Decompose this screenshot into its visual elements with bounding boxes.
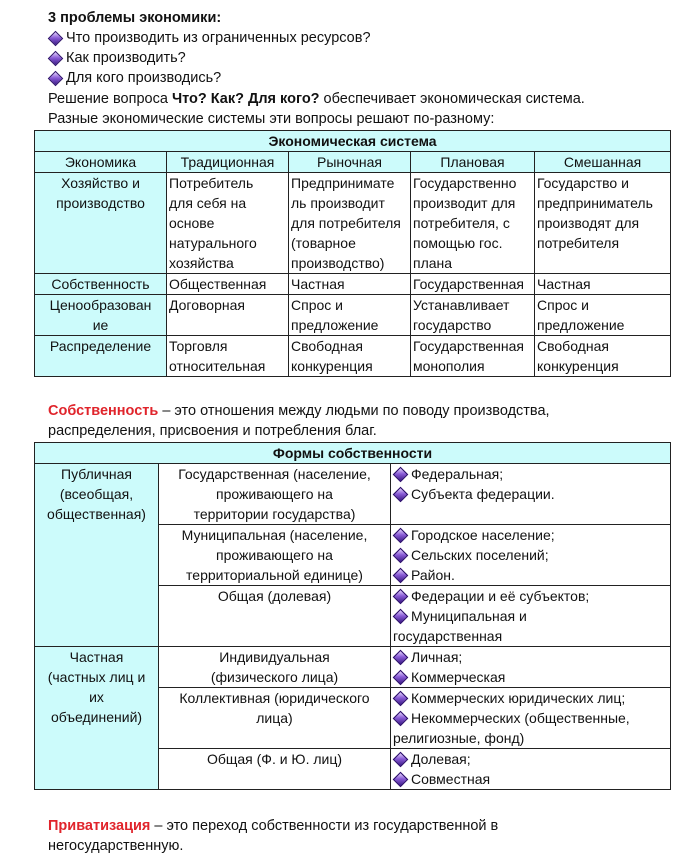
group-label-public: Публичная (всеобщая, общественная) — [35, 464, 159, 647]
econ-table-title: Экономическая система — [35, 131, 671, 152]
diamond-bullet-icon — [393, 650, 409, 666]
property-term: Собственность — [48, 403, 159, 419]
list-item: Район. — [393, 565, 668, 585]
property-definition — [48, 401, 550, 421]
list-item: Городское население; — [393, 525, 668, 545]
diamond-bullet-icon — [48, 70, 64, 86]
ownership-items — [391, 464, 671, 525]
table-row — [35, 647, 671, 688]
ownership-items — [391, 525, 671, 586]
question-item — [48, 68, 221, 88]
ownership-type: Индивидуальная (физического лица) — [159, 647, 391, 688]
ownership-items — [391, 688, 671, 749]
table-row — [35, 464, 671, 525]
diamond-bullet-icon — [393, 711, 409, 727]
row-label: Хозяйство и производство — [35, 173, 167, 274]
table-cell: Торговля относительная — [167, 336, 289, 377]
group-label-private: Частная (частных лиц и их объединений) — [35, 647, 159, 790]
list-item: Федерации и её субъектов; — [393, 586, 668, 606]
table-cell: Потребитель для себя на основе натурального хозяйства — [167, 173, 289, 274]
table-row — [35, 173, 671, 274]
diamond-bullet-icon — [393, 467, 409, 483]
privatization-definition — [48, 816, 498, 836]
header-cell: Экономика — [35, 152, 167, 173]
ownership-forms-table — [34, 442, 671, 790]
list-item: Сельских поселений; — [393, 545, 668, 565]
row-label: Распределение — [35, 336, 167, 377]
question-text: Для кого производись? — [66, 70, 222, 86]
diamond-bullet-icon — [393, 609, 409, 625]
ownership-type: Государственная (население, проживающего на территории государства) — [159, 464, 391, 525]
table-cell: Спрос и предложение — [289, 295, 411, 336]
ownership-items — [391, 586, 671, 647]
table-cell: Государство и предприниматель производят для потребителя — [535, 173, 671, 274]
table-cell: Государственная монополия — [411, 336, 535, 377]
row-label: Собственность — [35, 274, 167, 295]
econ-system-table — [34, 130, 671, 377]
table-cell: Государственная — [411, 274, 535, 295]
table-row — [35, 295, 671, 336]
table-cell: Свободная конкуренция — [289, 336, 411, 377]
list-item: Совместная — [393, 769, 668, 789]
table-cell: Государственно производит для потребителя, с помощью гос. плана — [411, 173, 535, 274]
diamond-bullet-icon — [393, 548, 409, 564]
table-row — [35, 336, 671, 377]
header-cell: Традиционная — [167, 152, 289, 173]
question-item — [48, 28, 371, 48]
diamond-bullet-icon — [393, 487, 409, 503]
solution-pre: Решение вопроса — [48, 91, 172, 107]
privatization-term: Приватизация — [48, 818, 151, 834]
table-cell: Предпринимате ль производит для потребителя (товарное производство) — [289, 173, 411, 274]
section-title: 3 проблемы экономики: — [48, 10, 222, 26]
list-item: Личная; — [393, 647, 668, 667]
row-label: Ценообразован ие — [35, 295, 167, 336]
ownership-type: Коллективная (юридического лица) — [159, 688, 391, 749]
diamond-bullet-icon — [393, 568, 409, 584]
property-def-line2: распределения, присвоения и потребления благ. — [48, 423, 377, 439]
forms-table-title: Формы собственности — [35, 443, 671, 464]
list-item: Федеральная; — [393, 464, 668, 484]
ownership-type: Муниципальная (население, проживающего на территориальной единице) — [159, 525, 391, 586]
header-cell: Плановая — [411, 152, 535, 173]
list-item: Некоммерческих (общественные, — [393, 708, 668, 728]
diamond-bullet-icon — [48, 50, 64, 66]
list-item: Коммерческих юридических лиц; — [393, 688, 668, 708]
systems-line: Разные экономические системы эти вопросы решают по-разному: — [48, 111, 495, 127]
list-item-cont: религиозные, фонд) — [393, 730, 525, 746]
question-text: Как производить? — [66, 50, 186, 66]
econ-header-row — [35, 152, 671, 173]
list-item: Долевая; — [393, 749, 668, 769]
diamond-bullet-icon — [393, 670, 409, 686]
list-item: Коммерческая — [393, 667, 668, 687]
solution-line — [48, 89, 585, 109]
diamond-bullet-icon — [393, 589, 409, 605]
ownership-type: Общая (долевая) — [159, 586, 391, 647]
table-cell: Договорная — [167, 295, 289, 336]
privatization-line2: негосударственную. — [48, 838, 184, 854]
table-cell: Частная — [535, 274, 671, 295]
diamond-bullet-icon — [393, 772, 409, 788]
list-item: Муниципальная и — [393, 606, 668, 626]
table-cell: Свободная конкуренция — [535, 336, 671, 377]
diamond-bullet-icon — [393, 691, 409, 707]
table-row — [35, 274, 671, 295]
diamond-bullet-icon — [393, 528, 409, 544]
diamond-bullet-icon — [48, 30, 64, 46]
privatization-line1: – это переход собственности из государственной в — [150, 818, 499, 834]
question-text: Что производить из ограниченных ресурсов? — [66, 30, 371, 46]
header-cell: Смешанная — [535, 152, 671, 173]
table-cell: Частная — [289, 274, 411, 295]
ownership-items — [391, 749, 671, 790]
header-cell: Рыночная — [289, 152, 411, 173]
list-item-cont: государственная — [393, 628, 503, 644]
solution-bold: Что? Как? Для кого? — [171, 91, 320, 107]
ownership-type: Общая (Ф. и Ю. лиц) — [159, 749, 391, 790]
ownership-items — [391, 647, 671, 688]
solution-post: обеспечивает экономическая система. — [319, 91, 585, 107]
diamond-bullet-icon — [393, 752, 409, 768]
property-def-line1: – это отношения между людьми по поводу производства, — [158, 403, 550, 419]
question-item — [48, 48, 186, 68]
list-item: Субъекта федерации. — [393, 484, 668, 504]
table-cell: Общественная — [167, 274, 289, 295]
table-cell: Спрос и предложение — [535, 295, 671, 336]
table-cell: Устанавливает государство — [411, 295, 535, 336]
